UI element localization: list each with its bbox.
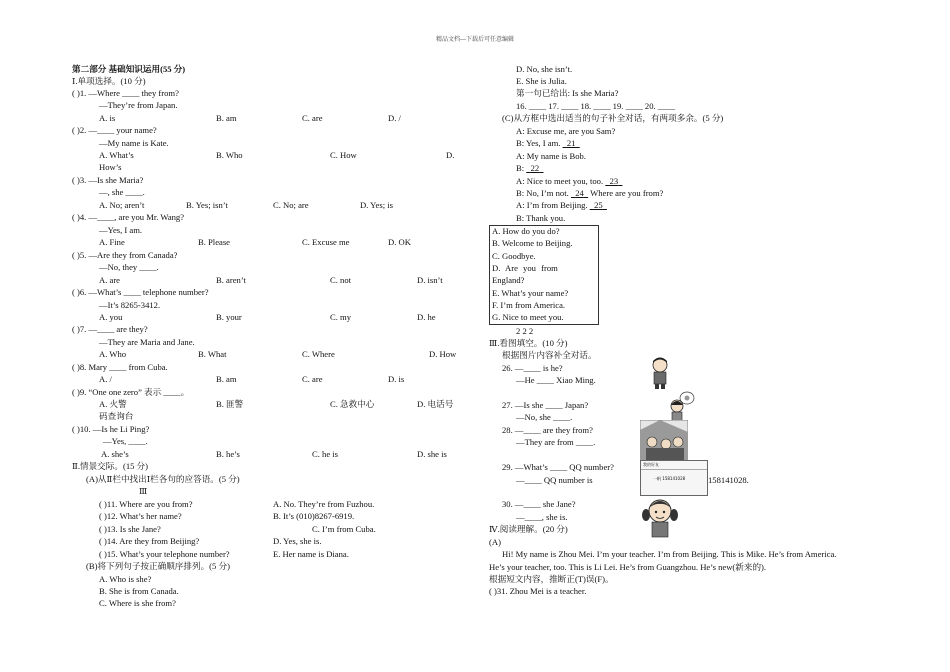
q30-line2: —____, she is. [516, 512, 568, 522]
order-item-e: E. She is Julia. [516, 76, 567, 86]
dialogue-line-6: B: No, I’m not. 24 Where are you from? [516, 188, 664, 198]
q3-opt-d: D. Yes; is [360, 200, 393, 210]
q1-opt-c: C. are [302, 113, 323, 123]
q27-line2: —No, she ____. [516, 412, 573, 422]
q10-opt-b: B. he’s [216, 449, 240, 459]
q9-opt-a: A. 火警 [99, 399, 127, 409]
part3-title: Ⅲ.看图填空。(10 分) [489, 338, 568, 348]
q1-opt-a: A. is [99, 113, 116, 123]
q27-line1: 27. —Is she ____ Japan? [502, 400, 589, 410]
box-option-c: C. Goodbye. [492, 251, 536, 261]
group-photo-illustration [640, 420, 688, 462]
q7-opt-c: C. Where [302, 349, 335, 359]
q7-opt-b: B. What [198, 349, 227, 359]
q3-opt-c: C. No; are [273, 200, 309, 210]
q10-opt-a: A. she’s [101, 449, 129, 459]
match-right-b: B. It’s (010)8267-6919. [273, 511, 355, 521]
q5-opt-c: C. not [330, 275, 352, 285]
q5-opt-d: D. isn’t [417, 275, 443, 285]
q7-opt-d: D. How [429, 349, 457, 359]
passage-line-1: Hi! My name is Zhou Mei. I’m your teacher. I’m from Beijing. This is Mike. He’s from America. [502, 549, 837, 559]
q2-stem: ( )2. —____ your name? [72, 125, 157, 135]
q5-opt-a: A. are [99, 275, 120, 285]
q9-opt-c: C. 急救中心 [330, 399, 375, 409]
q8-stem: ( )8. Mary ____ from Cuba. [72, 362, 168, 372]
order-blanks: 16. ____ 17. ____ 18. ____ 19. ____ 20. ____ [516, 101, 675, 111]
dialogue-line-1: A: Excuse me, are you Sam? [516, 126, 616, 136]
box-option-d-cont: England? [492, 275, 525, 285]
dialogue-line-3: A: My name is Bob. [516, 151, 586, 161]
qq-window-title: 我的好友 [641, 461, 707, 470]
part4-title: Ⅳ.阅读理解。(20 分) [489, 524, 568, 534]
q29-number-text: 158141028. [708, 475, 749, 485]
section-title: 第二部分 基础知识运用(55 分) [72, 64, 186, 74]
match-right-d: D. Yes, she is. [273, 536, 322, 546]
box-option-e: E. What’s your name? [492, 288, 569, 298]
q2-opt-c: C. How [330, 150, 357, 160]
column-marker: Ⅲ [139, 486, 148, 496]
q1-opt-d: D. / [388, 113, 401, 123]
box-option-b: B. Welcome to Beijing. [492, 238, 573, 248]
q28-line1: 28. —____ are they from? [502, 425, 593, 435]
match-right-c: C. I’m from Cuba. [312, 524, 376, 534]
q2-opt-a: A. What’s [99, 150, 134, 160]
dialogue-line-2: B: Yes, I am. 21 [516, 138, 576, 148]
blank-25: 25 [594, 200, 603, 210]
q29-line1: 29. —What’s ____ QQ number? [502, 462, 614, 472]
blank-23: 23 [609, 176, 619, 186]
match-left-13: ( )13. Is she Jane? [99, 524, 161, 534]
q5-stem: ( )5. —Are they from Canada? [72, 250, 178, 260]
blank-24: 24 [575, 188, 584, 198]
q6-opt-b: B. your [216, 312, 242, 322]
q10-opt-c: C. he is [312, 449, 339, 459]
q10-opt-d: D. she is [417, 449, 447, 459]
q3-opt-a: A. No; aren’t [99, 200, 145, 210]
q6-opt-a: A. you [99, 312, 123, 322]
q9-opt-d: D. 电话号 [417, 399, 454, 409]
q4-opt-b: B. Please [198, 237, 230, 247]
order-given: 第一句已给出: Is she Maria? [516, 88, 619, 98]
blank-22: 22 [530, 163, 540, 173]
dialogue-line-5: A: Nice to meet you, too. 23 [516, 176, 619, 186]
part2a-title: (A)从Ⅱ栏中找出Ⅰ栏各句的应答语。(5 分) [86, 474, 240, 484]
q6-line2: —It’s 8265-3412. [99, 300, 161, 310]
q4-opt-c: C. Excuse me [302, 237, 350, 247]
q9-opt-b: B. 匪警 [216, 399, 244, 409]
q6-opt-c: C. my [330, 312, 352, 322]
part1-title: Ⅰ.单项选择。(10 分) [72, 76, 146, 86]
q26-line2: —He ____ Xiao Ming. [516, 375, 596, 385]
q3-stem: ( )3. —Is she Maria? [72, 175, 144, 185]
q5-opt-b: B. aren’t [216, 275, 246, 285]
q8-opt-a: A. / [99, 374, 112, 384]
q2-opt-b: B. Who [216, 150, 243, 160]
box-option-g: G. Nice to meet you. [492, 312, 564, 322]
q9-stem: ( )9. “One one zero” 表示 ____。 [72, 387, 190, 397]
q8-opt-d: D. is [388, 374, 405, 384]
q30-line1: 30. —____ she Jane? [502, 499, 576, 509]
box-option-f: F. I’m from America. [492, 300, 566, 310]
qq-window-number: 一帆 158141028 [653, 476, 686, 481]
q1-line2: —They’re from Japan. [99, 100, 178, 110]
q4-line2: —Yes, I am. [99, 225, 143, 235]
q5-line2: —No, they ____. [99, 262, 159, 272]
q31: ( )31. Zhou Mei is a teacher. [489, 586, 587, 596]
order-item-b: B. She is from Canada. [99, 586, 179, 596]
match-left-11: ( )11. Where are you from? [99, 499, 193, 509]
q8-opt-c: C. are [302, 374, 323, 384]
q8-opt-b: B. am [216, 374, 237, 384]
jane-girl-illustration [640, 495, 680, 539]
q3-opt-b: B. Yes; isn’t [186, 200, 228, 210]
q2-opt-d-cont: How’s [99, 162, 122, 172]
q6-stem: ( )6. —What’s ____ telephone number? [72, 287, 209, 297]
order-item-a: A. Who is she? [99, 574, 152, 584]
q2-line2: —My name is Kate. [99, 138, 169, 148]
q4-stem: ( )4. —____, are you Mr. Wang? [72, 212, 185, 222]
dialogue-line-7: A: I’m from Beijing. 25 [516, 200, 603, 210]
q3-line2: —, she ____. [99, 187, 145, 197]
q7-opt-a: A. Who [99, 349, 127, 359]
match-right-a: A. No. They’re from Fuzhou. [273, 499, 375, 509]
q1-opt-b: B. am [216, 113, 237, 123]
passage-line-2: He’s your teacher, too. This is Li Lei. He’s from Guangzhou. He’s new(新来的). [489, 562, 767, 572]
q7-stem: ( )7. —____ are they? [72, 324, 148, 334]
boy-illustration [649, 356, 671, 390]
dialogue-line-4: B: 22 [516, 163, 540, 173]
q9-opt-d-cont: 码查询台 [99, 411, 134, 421]
order-item-c: C. Where is she from? [99, 598, 176, 608]
stray-text: 2 2 2 [516, 326, 534, 336]
page-header: 精品文档---下载后可任意编辑 [436, 37, 514, 43]
match-left-14: ( )14. Are they from Beijing? [99, 536, 200, 546]
q10-stem: ( )10. —Is he Li Ping? [72, 424, 150, 434]
q1-stem: ( )1. —Where ____ they from? [72, 88, 179, 98]
part2b-title: (B)将下列句子按正确顺序排列。(5 分) [86, 561, 230, 571]
box-option-a: A. How do you do? [492, 226, 560, 236]
passage-instruction: 根据短文内容，推断正(T)误(F)。 [489, 574, 614, 584]
q10-line2: —Yes, ____. [103, 436, 148, 446]
box-option-d: D. Are you from [492, 263, 558, 273]
q29-line2: —____ QQ number is [516, 475, 593, 485]
qq-window-illustration [640, 460, 708, 496]
order-item-d: D. No, she isn’t. [516, 64, 573, 74]
q4-opt-a: A. Fine [99, 237, 125, 247]
part2-title: Ⅱ.情景交际。(15 分) [72, 461, 149, 471]
match-left-12: ( )12. What’s her name? [99, 511, 182, 521]
part4-a: (A) [489, 537, 501, 547]
q2-opt-d: D. [446, 150, 455, 160]
part2c-title: (C)从方框中选出适当的句子补全对话，有两项多余。(5 分) [502, 113, 724, 123]
blank-21: 21 [566, 138, 576, 148]
dialogue-line-8: B: Thank you. [516, 213, 566, 223]
q4-opt-d: D. OK [388, 237, 411, 247]
q7-line2: —They are Maria and Jane. [99, 337, 195, 347]
match-left-15: ( )15. What’s your telephone number? [99, 549, 230, 559]
q6-opt-d: D. he [417, 312, 436, 322]
q26-line1: 26. —____ is he? [502, 363, 563, 373]
q28-line2: —They are from ____. [516, 437, 596, 447]
match-right-e: E. Her name is Diana. [273, 549, 349, 559]
part3-instruction: 根据图片内容补全对话。 [502, 350, 597, 360]
